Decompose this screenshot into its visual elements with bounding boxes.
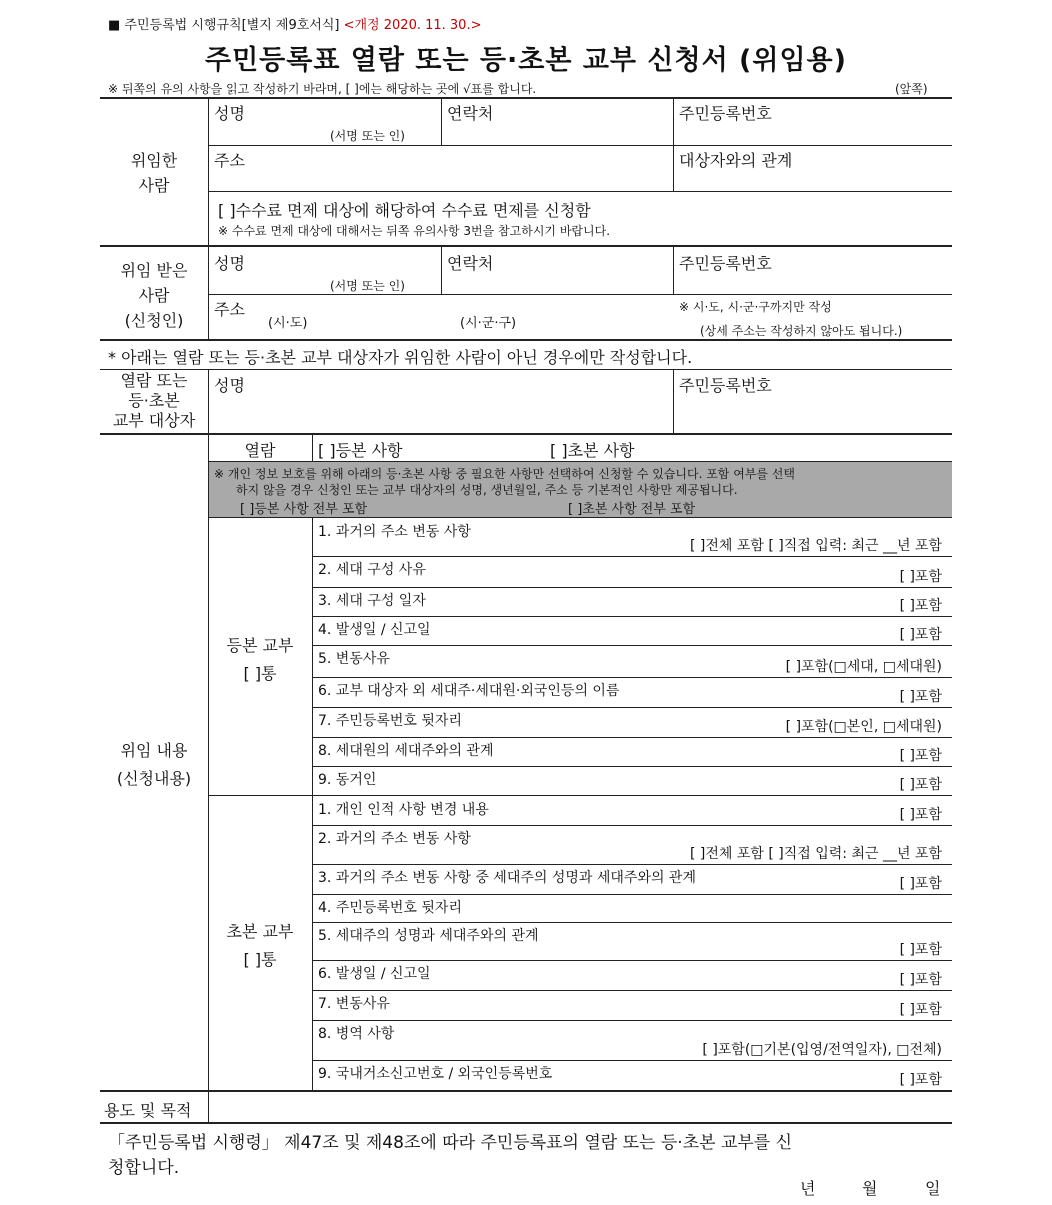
chobon-heading [208, 918, 312, 974]
delegator-heading [100, 148, 208, 198]
target-heading [100, 371, 208, 431]
all-deungbon-checkbox[interactable]: [ ]등본 사항 전부 포함 [240, 502, 368, 517]
chobon-item-label: 1. 개인 인적 사항 변경 내용 [318, 802, 489, 818]
chobon-item-label: 3. 과거의 주소 변동 사항 중 세대주의 성명과 세대주와의 관계 [318, 870, 696, 886]
deungbon-item-label: 1. 과거의 주소 변동 사항 [318, 524, 471, 540]
view-deungbon-checkbox[interactable]: [ ]등본 사항 [318, 441, 403, 460]
privacy-note-2: 하지 않을 경우 신청인 또는 교부 대상자의 성명, 생년월일, 주소 등 기본적인 사항만 제공됩니다. [236, 483, 738, 497]
delegate-heading [100, 258, 208, 333]
delegate-address-label: 주소 [214, 300, 245, 319]
chobon-item-option[interactable]: [ ]포함 [899, 942, 942, 958]
chobon-item-label: 6. 발생일 / 신고일 [318, 966, 431, 982]
deungbon-item-label: 6. 교부 대상자 외 세대주·세대원·외국인등의 이름 [318, 683, 620, 699]
deungbon-item-label: 2. 세대 구성 사유 [318, 562, 426, 578]
deungbon-item-option[interactable]: [ ]포함 [899, 777, 942, 793]
delegator-contact-label: 연락처 [447, 104, 494, 123]
deungbon-row-divider [312, 737, 952, 738]
chobon-item-label: 5. 세대주의 성명과 세대주와의 관계 [318, 928, 539, 944]
deungbon-row-divider [312, 616, 952, 617]
chobon-row-divider [312, 1060, 952, 1061]
delegate-sign-hint: (서명 또는 인) [330, 279, 405, 293]
chobon-row-divider [312, 990, 952, 991]
delegator-relation-label: 대상자와의 관계 [679, 151, 793, 170]
request-heading [100, 737, 208, 793]
delegate-sido: (시·도) [268, 316, 308, 331]
deungbon-row-divider [312, 677, 952, 678]
view-label: 열람 [244, 441, 276, 460]
delegate-addr-note2: (상세 주소는 작성하지 않아도 됩니다.) [700, 324, 903, 338]
purpose-field[interactable] [212, 1094, 948, 1120]
deungbon-item-option[interactable]: [ ]포함(□세대, □세대원) [785, 659, 942, 675]
target-heading-l1: 열람 또는 [120, 371, 188, 390]
delegate-heading-l3: (신청인) [124, 311, 184, 330]
deungbon-item-option[interactable]: [ ]포함 [899, 569, 942, 585]
delegator-address-label: 주소 [214, 151, 245, 170]
delegate-contact-label: 연락처 [447, 254, 494, 273]
deungbon-item-label: 7. 주민등록번호 뒷자리 [318, 713, 462, 729]
delegate-name-label: 성명 [214, 254, 245, 273]
page-title: 주민등록표 열람 또는 등·초본 교부 신청서 (위임용) [205, 45, 847, 76]
delegator-rrn-label: 주민등록번호 [679, 104, 772, 123]
delegate-addr-note1: ※ 시·도, 시·군·구까지만 작성 [679, 300, 832, 314]
chobon-item-label: 4. 주민등록번호 뒷자리 [318, 900, 462, 916]
deungbon-item-label: 4. 발생일 / 신고일 [318, 622, 431, 638]
chobon-row-divider [312, 960, 952, 961]
fee-exempt-checkbox[interactable]: [ ]수수료 면제 대상에 해당하여 수수료 면제를 신청함 [218, 201, 591, 220]
deungbon-item-option[interactable]: [ ]포함 [899, 689, 942, 705]
delegator-heading-l1: 위임한 [130, 151, 178, 170]
chobon-item-label: 7. 변동사유 [318, 996, 390, 1012]
delegator-name-label: 성명 [214, 104, 245, 123]
delegate-heading-l2: 사람 [138, 286, 170, 305]
chobon-item-label: 2. 과거의 주소 변동 사항 [318, 831, 471, 847]
deungbon-item-option[interactable]: [ ]전체 포함 [ ]직접 입력: 최근 __년 포함 [690, 538, 942, 554]
purpose-label: 용도 및 목적 [104, 1101, 192, 1120]
instruction-note: ※ 뒤쪽의 유의 사항을 읽고 작성하기 바라며, [ ]에는 해당하는 곳에 √표를 합니다. [108, 82, 537, 96]
declaration-line1: 「주민등록법 시행령」 제47조 및 제48조에 따라 주민등록표의 열람 또는 등·초본 교부를 신 [108, 1133, 793, 1153]
deungbon-row-divider [312, 556, 952, 557]
chobon-row-divider [312, 894, 952, 895]
chobon-item-option[interactable]: [ ]포함 [899, 1002, 942, 1018]
deungbon-item-option[interactable]: [ ]포함 [899, 748, 942, 764]
target-name-label: 성명 [214, 376, 245, 395]
deungbon-row-divider [312, 645, 952, 646]
request-heading-l2: (신청내용) [116, 769, 192, 788]
delegate-heading-l1: 위임 받은 [120, 261, 188, 280]
chobon-item-label: 8. 병역 사항 [318, 1026, 395, 1042]
chobon-item-label: 9. 국내거소신고번호 / 외국인등록번호 [318, 1066, 553, 1082]
delegator-heading-l2: 사람 [138, 176, 170, 195]
deungbon-item-option[interactable]: [ ]포함(□본인, □세대원) [785, 719, 942, 735]
deungbon-item-option[interactable]: [ ]포함 [899, 598, 942, 614]
chobon-count-field[interactable]: [ ]통 [243, 950, 277, 969]
target-heading-l2: 등·초본 [128, 391, 180, 410]
privacy-note-1: ※ 개인 정보 보호를 위해 아래의 등·초본 사항 중 필요한 사항만 선택하여 신청할 수 있습니다. 포함 여부를 선택 [214, 467, 795, 481]
delegate-rrn-label: 주민등록번호 [679, 254, 772, 273]
deungbon-item-label: 5. 변동사유 [318, 651, 390, 667]
chobon-row-divider [312, 1020, 952, 1021]
date-month: 월 [862, 1179, 878, 1198]
side-indicator: (앞쪽) [895, 82, 928, 96]
delegate-sigungu: (시·군·구) [460, 316, 517, 331]
form-reference [108, 14, 481, 33]
form-ref-text: ■ 주민등록법 시행규칙[별지 제9호서식] [108, 18, 340, 33]
date-day: 일 [925, 1179, 941, 1198]
deungbon-item-label: 9. 동거인 [318, 772, 377, 788]
chobon-item-option[interactable]: [ ]포함(□기본(입영/전역일자), □전체) [702, 1042, 942, 1058]
request-heading-l1: 위임 내용 [120, 741, 188, 760]
deungbon-item-option[interactable]: [ ]포함 [899, 627, 942, 643]
revision-date: <개정 2020. 11. 30.> [343, 18, 482, 33]
deungbon-heading [208, 632, 312, 688]
chobon-item-option[interactable]: [ ]포함 [899, 807, 942, 823]
fee-exempt-note: ※ 수수료 면제 대상에 대해서는 뒤쪽 유의사항 3번을 참고하시기 바랍니다. [218, 224, 611, 238]
chobon-item-option[interactable]: [ ]전체 포함 [ ]직접 입력: 최근 __년 포함 [690, 846, 942, 862]
declaration-line2: 청합니다. [108, 1158, 180, 1178]
target-heading-l3: 교부 대상자 [112, 411, 196, 430]
delegator-sign-hint: (서명 또는 인) [330, 129, 405, 143]
view-chobon-checkbox[interactable]: [ ]초본 사항 [550, 441, 635, 460]
chobon-item-option[interactable]: [ ]포함 [899, 1072, 942, 1088]
chobon-item-option[interactable]: [ ]포함 [899, 972, 942, 988]
all-chobon-checkbox[interactable]: [ ]초본 사항 전부 포함 [568, 502, 696, 517]
deungbon-item-label: 8. 세대원의 세대주와의 관계 [318, 743, 494, 759]
deungbon-row-divider [312, 587, 952, 588]
chobon-row-divider [312, 922, 952, 923]
chobon-label: 초본 교부 [226, 922, 294, 941]
deungbon-row-divider [312, 707, 952, 708]
deungbon-item-label: 3. 세대 구성 일자 [318, 593, 426, 609]
chobon-row-divider [312, 825, 952, 826]
chobon-item-option[interactable]: [ ]포함 [899, 876, 942, 892]
deungbon-count-field[interactable]: [ ]통 [243, 664, 277, 683]
deungbon-row-divider [312, 766, 952, 767]
date-year: 년 [800, 1179, 816, 1198]
chobon-row-divider [312, 864, 952, 865]
target-rrn-label: 주민등록번호 [679, 376, 772, 395]
deungbon-label: 등본 교부 [226, 636, 294, 655]
target-note: * 아래는 열람 또는 등·초본 교부 대상자가 위임한 사람이 아닌 경우에만 작성합니다. [108, 348, 693, 367]
